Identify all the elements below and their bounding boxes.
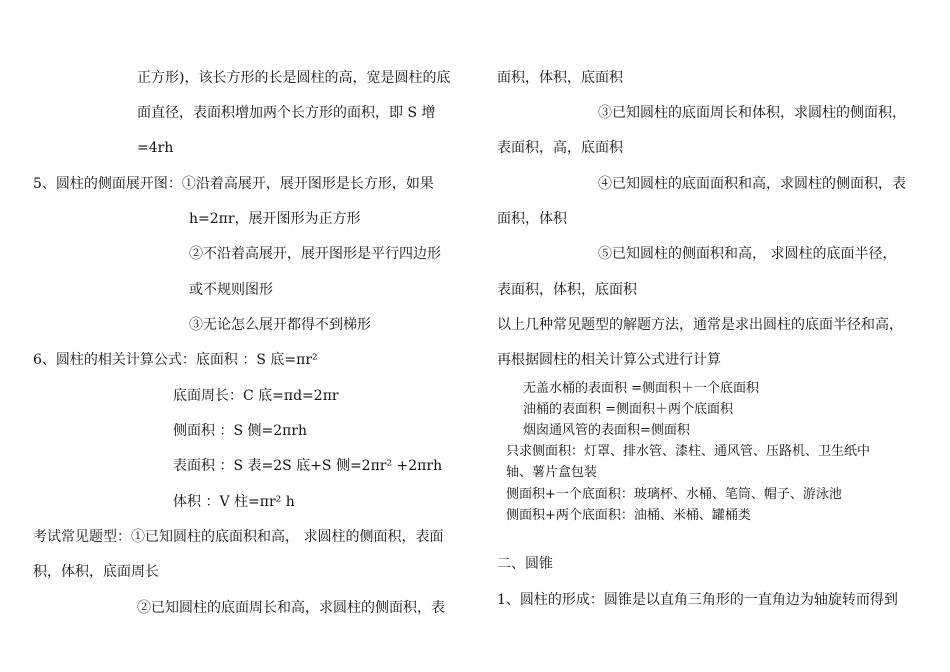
text-line: 或不规则图形 xyxy=(189,282,273,298)
text-line: 1、圆柱的形成：圆锥是以直角三角形的一直角边为轴旋转而得到 xyxy=(497,592,898,608)
text-line: 再根据圆柱的相关计算公式进行计算 xyxy=(497,352,721,368)
text-line: ②不沿着高展开，展开图形是平行四边形 xyxy=(189,246,441,262)
text-line: 表面积，体积，底面积 xyxy=(497,282,637,298)
text-line: 烟囱通风管的表面积=侧面积 xyxy=(523,423,690,438)
text-line: 面直径，表面积增加两个长方形的面积，即 S 增 xyxy=(137,105,436,121)
text-line: ②已知圆柱的底面周长和高，求圆柱的侧面积，表 xyxy=(137,600,445,616)
text-line: 正方形)，该长方形的长是圆柱的高，宽是圆柱的底 xyxy=(137,70,451,86)
text-line: 只求侧面积：灯罩、排水管、漆柱、通风管、压路机、卫生纸中 xyxy=(506,444,871,459)
text-line: 表面积，高，底面积 xyxy=(497,140,623,156)
text-line: h=2πr，展开图形为正方形 xyxy=(189,211,361,227)
text-line: ⑤已知圆柱的侧面积和高， 求圆柱的底面半径， xyxy=(598,246,897,262)
formula-line: 底面周长：C 底=πd=2πr xyxy=(173,388,339,404)
text-line: ④已知圆柱的底面面积和高，求圆柱的侧面积，表 xyxy=(598,176,906,192)
section-6-heading: 6、圆柱的相关计算公式：底面积 ：S 底=πr² xyxy=(33,352,318,368)
text-line: 侧面积+一个底面积：玻璃杯、水桶、笔筒、帽子、游泳池 xyxy=(506,487,842,502)
text-line: 面积，体积，底面积 xyxy=(497,70,623,86)
section-5-heading: 5、圆柱的侧面展开图：①沿着高展开，展开图形是长方形，如果 xyxy=(33,176,434,192)
text-line: =4rh xyxy=(137,140,174,156)
text-line: 面积，体积 xyxy=(497,211,567,227)
text-line: 以上几种常见题型的解题方法，通常是求出圆柱的底面半径和高， xyxy=(497,317,903,333)
section-heading-cone: 二、圆锥 xyxy=(497,556,553,572)
formula-line: 侧面积 ：S 侧=2πrh xyxy=(173,423,308,439)
text-line: 轴、薯片盒包装 xyxy=(506,465,598,480)
exam-types-heading: 考试常见题型：①已知圆柱的底面积和高， 求圆柱的侧面积，表面 xyxy=(33,529,444,545)
formula-line: 体积 ：V 柱=πr² h xyxy=(173,494,295,510)
text-line: ③已知圆柱的底面周长和体积，求圆柱的侧面积， xyxy=(598,105,906,121)
text-line: 积，体积，底面周长 xyxy=(33,564,159,580)
text-line: 无盖水桶的表面积 =侧面积＋一个底面积 xyxy=(523,381,760,396)
formula-line: 表面积 ：S 表=2S 底+S 侧=2πr² +2πrh xyxy=(173,458,443,474)
text-line: ③无论怎么展开都得不到梯形 xyxy=(189,317,371,333)
text-line: 侧面积+两个底面积：油桶、米桶、罐桶类 xyxy=(506,508,751,523)
text-line: 油桶的表面积 =侧面积＋两个底面积 xyxy=(523,402,734,417)
